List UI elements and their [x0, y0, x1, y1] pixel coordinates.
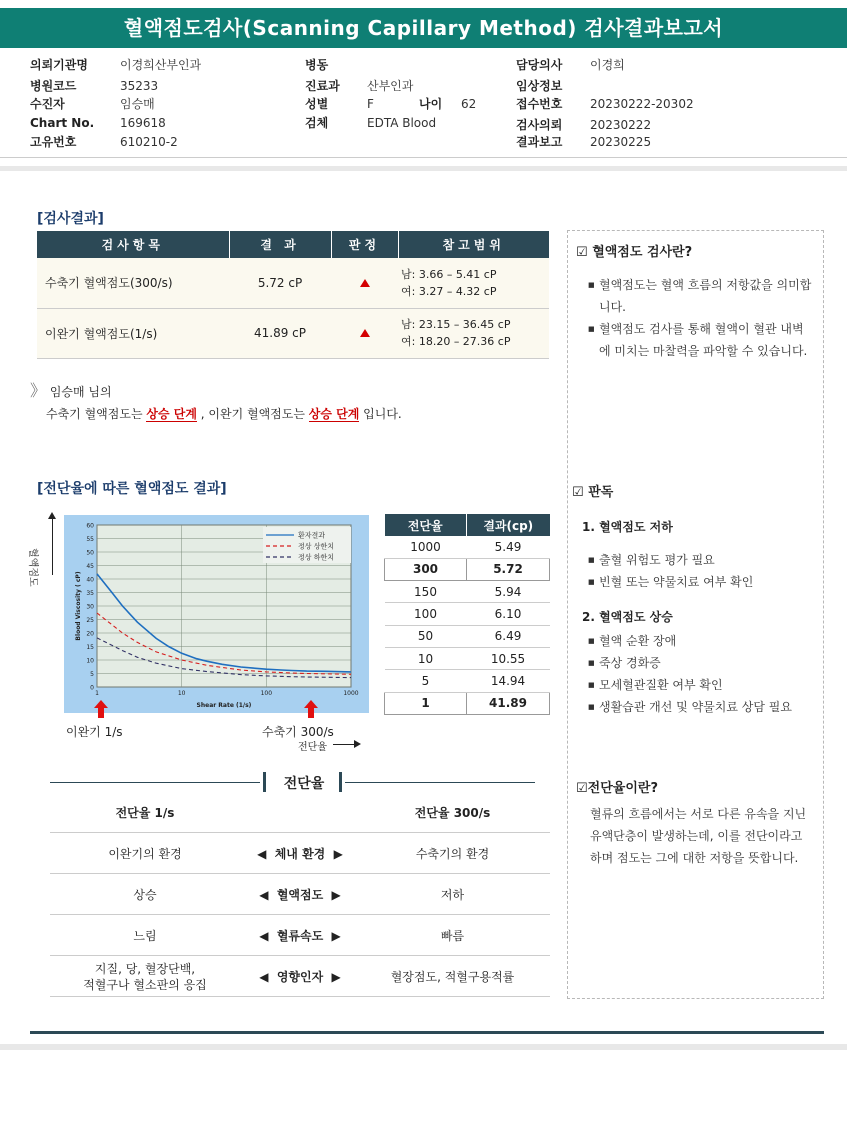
shear-value: 6.10 [467, 603, 550, 625]
code-value: 35233 [120, 79, 159, 93]
high-bullet: ■ 모세혈관질환 여부 확인 [599, 674, 819, 696]
x-tick-label: 10 [177, 690, 186, 697]
y-tick-label: 25 [86, 617, 94, 624]
shear-title [576, 777, 658, 796]
up-arrow-icon [48, 512, 56, 519]
footer-rule [30, 1031, 824, 1034]
y-tick-label: 10 [86, 657, 94, 665]
comparison-mid-label: 혈액점도 [276, 887, 324, 902]
table-row [385, 558, 550, 580]
sex-label: 성별 [305, 97, 329, 111]
comparison-row [50, 915, 550, 956]
result-name: 이완기 혈액점도(1/s) [37, 308, 229, 358]
divider [0, 166, 847, 171]
y-tick-label: 55 [86, 536, 94, 543]
id-value: 610210-2 [120, 135, 178, 149]
y-tick-label: 50 [86, 549, 94, 557]
chart-row [30, 116, 166, 130]
shear-rate-table [384, 514, 550, 715]
report-label: 결과보고 [516, 135, 563, 149]
judge-title-label: 판독 [588, 485, 614, 500]
institution-row [30, 56, 201, 73]
comparison-rule-tick [339, 772, 342, 792]
shear-value: 5.94 [467, 581, 550, 603]
result-comment [30, 380, 402, 425]
age-value: 62 [461, 97, 477, 111]
x-axis-label: Shear Rate (1/s) [196, 702, 252, 709]
shear-value: 6.49 [467, 625, 550, 647]
result-ref [398, 258, 549, 308]
examinee-label: 수진자 [30, 97, 65, 111]
sex-row [305, 95, 476, 112]
shear-value: 14.94 [467, 670, 550, 692]
x-outer-label: 전단율 [298, 742, 327, 753]
results-header-ref: 참고범위 [398, 231, 549, 258]
request-label: 검사의뢰 [516, 118, 563, 132]
legend-label: 정상 하한치 [298, 553, 335, 562]
left-triangle-icon: ◀ [259, 969, 277, 984]
footer-band [0, 1044, 847, 1050]
left-triangle-icon: ◀ [259, 887, 277, 902]
y-tick-label: 45 [86, 563, 94, 570]
right-triangle-icon: ▶ [323, 928, 341, 943]
comparison-left: 지질, 당, 혈장단백, 적혈구나 혈소판의 응집 [83, 961, 207, 992]
comparison-right-head: 전단율 300/s [414, 805, 491, 820]
doctor-label: 담당의사 [516, 58, 563, 72]
comment-part2: , 이완기 혈액점도는 [200, 407, 305, 421]
up-arrow-icon [360, 329, 370, 337]
comment-part3: 입니다. [363, 407, 402, 421]
ref-male: 남: 3.66 – 5.41 cP [401, 267, 497, 281]
checkbox-icon: ☑ [576, 781, 588, 796]
right-triangle-icon: ▶ [323, 887, 341, 902]
y-tick-label: 40 [86, 576, 94, 584]
specimen-row [305, 114, 436, 131]
double-chevron-icon: 》 [30, 381, 47, 400]
shear-value: 41.89 [467, 692, 550, 714]
comment-part1: 수축기 혈액점도는 [46, 407, 143, 421]
shear-rate: 100 [385, 603, 467, 625]
table-row [385, 670, 550, 692]
shear-rate: 1000 [385, 536, 467, 558]
ward-row [305, 56, 367, 73]
high-title: 2. 혈액점도 상승 [582, 610, 673, 624]
comment-highlight-diastolic: 상승 단계 [308, 407, 360, 421]
diastolic-marker [94, 700, 108, 721]
ref-male: 남: 23.15 – 36.45 cP [401, 318, 511, 331]
specimen-value: EDTA Blood [367, 116, 437, 130]
shear-text: 혈류의 흐름에서는 서로 다른 유속을 지닌 유액단층이 발생하는데, 이를 전단이라고 하며 점도는 그에 대한 저항을 뜻합니다. [590, 807, 807, 865]
high-bullet: ■ 생활습관 개선 및 약물치료 상담 필요 [599, 696, 824, 718]
request-value: 20230222 [590, 118, 652, 132]
comparison-mid [245, 833, 355, 874]
left-triangle-icon: ◀ [259, 928, 277, 943]
shear-header-rate: 전단율 [385, 514, 467, 536]
age-label: 나이 [419, 97, 443, 111]
x-tick-label: 1 [95, 690, 99, 697]
legend-label: 정상 상한치 [298, 542, 335, 551]
ref-female: 여: 3.27 – 4.32 cP [401, 284, 497, 298]
x-tick-label: 100 [260, 690, 273, 697]
specimen-label: 검체 [305, 116, 329, 130]
result-judge [331, 308, 398, 358]
ward-label: 병동 [305, 58, 329, 72]
info-sidebar [567, 230, 824, 999]
comparison-row [50, 874, 550, 915]
shear-value: 10.55 [467, 647, 550, 669]
clinical-label: 임상정보 [516, 79, 563, 93]
result-judge [331, 258, 398, 308]
dept-row [305, 77, 413, 94]
comparison-title: 전단율 [283, 776, 325, 792]
results-section-title: [검사결과] [37, 211, 104, 227]
comparison-rule-tick [263, 772, 266, 792]
viscosity-chart [64, 515, 369, 713]
comparison-mid [245, 874, 355, 915]
what-bullet: ■ 혈액점도 검사를 통해 혈액이 혈관 내벽에 미치는 마찰력을 파악할 수 있습니다. [599, 318, 814, 362]
y-outer-label: 혈액점도 [27, 548, 38, 587]
y-tick-label: 30 [86, 603, 94, 611]
result-name: 수축기 혈액점도(300/s) [37, 258, 229, 308]
y-axis-label: Blood Viscosity ( cP) [75, 571, 82, 641]
chart-value: 169618 [120, 116, 166, 130]
sex-value: F [367, 97, 374, 111]
doctor-value: 이경희 [590, 58, 625, 72]
comparison-rule-right [345, 782, 535, 783]
comparison-row [50, 956, 550, 997]
comparison-left: 이완기의 환경 [108, 846, 182, 861]
right-arrow-icon [354, 740, 361, 748]
table-row [385, 625, 550, 647]
shear-title-label: 전단율이란? [587, 781, 658, 796]
report-value: 20230225 [590, 135, 652, 149]
judge-title [572, 481, 613, 500]
high-bullet: ■ 죽상 경화증 [599, 652, 819, 674]
receipt-label: 접수번호 [516, 97, 563, 111]
left-triangle-icon: ◀ [257, 846, 275, 861]
comparison-right: 혈장점도, 적혈구용적률 [390, 969, 515, 984]
low-bullet: ■ 빈혈 또는 약물치료 여부 확인 [599, 571, 819, 593]
table-row [37, 258, 549, 308]
checkbox-icon: ☑ [572, 485, 584, 500]
dept-value: 산부인과 [367, 79, 414, 93]
y-tick-label: 60 [86, 522, 94, 530]
results-header-judge: 판정 [331, 231, 398, 258]
comment-highlight-systolic: 상승 단계 [146, 407, 197, 421]
what-bullet: ■ 혈액점도는 혈액 흐름의 저항값을 의미합니다. [599, 274, 814, 318]
high-bullet: ■ 혈액 순환 장애 [599, 630, 819, 652]
y-tick-label: 5 [90, 671, 94, 678]
report-title: 혈액점도검사(Scanning Capillary Method) 검사결과보고서 [0, 8, 847, 48]
result-value: 5.72 cP [229, 258, 331, 308]
right-triangle-icon: ▶ [325, 846, 343, 861]
patient-info [0, 48, 847, 158]
comment-body [30, 403, 402, 425]
id-label: 고유번호 [30, 135, 77, 149]
report-row [516, 133, 651, 150]
up-arrow-icon [360, 279, 370, 287]
comparison-mid-label: 영향인자 [276, 969, 324, 984]
shear-header-value: 결과(cp) [467, 514, 550, 536]
shear-rate: 150 [385, 581, 467, 603]
dept-label: 진료과 [305, 79, 340, 93]
shear-value: 5.49 [467, 536, 550, 558]
comparison-row [50, 833, 550, 874]
institution-label: 의뢰기관명 [30, 58, 88, 72]
shear-rate: 300 [385, 558, 467, 580]
table-row [385, 581, 550, 603]
comparison-mid [245, 915, 355, 956]
shear-rate: 50 [385, 625, 467, 647]
comparison-left-head: 전단율 1/s [115, 805, 175, 820]
request-row [516, 116, 651, 133]
table-row [385, 536, 550, 558]
table-row [385, 692, 550, 714]
receipt-row [516, 95, 694, 112]
legend-label: 환자결과 [298, 531, 326, 540]
comparison-rule-left [50, 782, 260, 783]
comparison-right: 저하 [440, 887, 465, 902]
table-row [385, 647, 550, 669]
shear-rate: 10 [385, 647, 467, 669]
checkbox-icon: ☑ [576, 245, 588, 260]
what-title [576, 241, 692, 260]
examinee-value: 임승매 [120, 97, 155, 111]
comparison-mid-label: 체내 환경 [274, 846, 326, 861]
code-row [30, 77, 158, 94]
clinical-row [516, 77, 590, 94]
institution-value: 이경희산부인과 [120, 58, 202, 72]
low-bullet: ■ 출혈 위험도 평가 필요 [599, 549, 819, 571]
comparison-left: 상승 [133, 887, 157, 902]
receipt-value: 20230222-20302 [590, 97, 694, 111]
x-tick-label: 1000 [343, 690, 359, 697]
diastolic-label: 이완기 1/s [66, 725, 123, 739]
comparison-header [50, 792, 550, 833]
chart-section-title: [전단율에 따른 혈액점도 결과] [37, 481, 227, 497]
results-header-item: 검사항목 [37, 231, 229, 258]
ref-female: 여: 18.20 – 27.36 cP [401, 335, 511, 348]
shear-value: 5.72 [467, 558, 550, 580]
examinee-row [30, 95, 155, 112]
comment-name: 임승매 님의 [49, 385, 112, 399]
shear-rate: 5 [385, 670, 467, 692]
y-tick-label: 0 [90, 684, 94, 692]
systolic-marker [304, 700, 318, 721]
comparison-right: 빠름 [440, 928, 465, 943]
table-row [37, 308, 549, 358]
result-ref [398, 308, 549, 358]
comparison-mid-label: 혈류속도 [276, 928, 324, 943]
right-triangle-icon: ▶ [323, 969, 341, 984]
x-outer-axis-line [333, 744, 355, 745]
id-row [30, 133, 178, 150]
shear-rate: 1 [385, 692, 467, 714]
y-tick-label: 15 [86, 644, 94, 651]
comparison-mid [245, 956, 355, 997]
y-tick-label: 20 [86, 630, 94, 638]
chart-label: Chart No. [30, 116, 95, 130]
results-table [37, 231, 549, 359]
y-outer-axis-line [52, 515, 53, 575]
y-tick-label: 35 [86, 590, 94, 597]
comparison-left: 느림 [133, 928, 157, 943]
result-value: 41.89 cP [229, 308, 331, 358]
viscosity-chart-svg [64, 515, 369, 713]
comparison-right: 수축기의 환경 [415, 846, 490, 861]
table-row [385, 603, 550, 625]
what-title-label: 혈액점도 검사란? [592, 245, 693, 260]
doctor-row [516, 56, 625, 73]
code-label: 병원코드 [30, 79, 77, 93]
comment-name-line [30, 380, 402, 403]
results-header-value: 결 과 [229, 231, 331, 258]
low-title: 1. 혈액점도 저하 [582, 520, 673, 534]
systolic-label: 수축기 300/s [262, 725, 334, 739]
